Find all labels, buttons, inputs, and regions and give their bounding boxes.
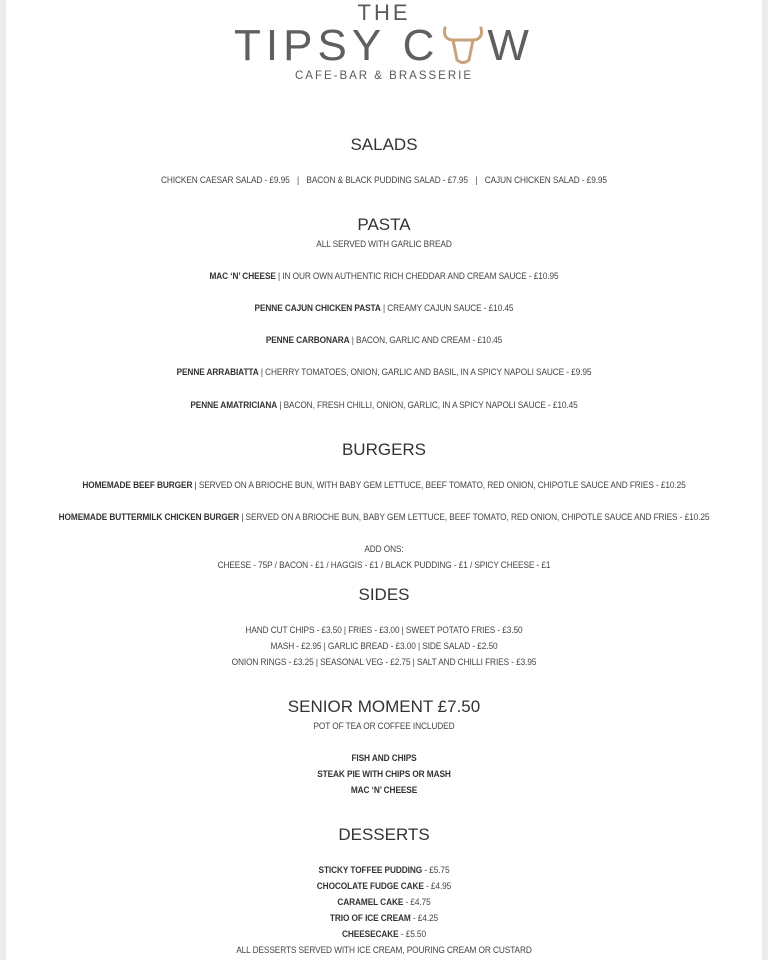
pasta-item-name: PENNE CARBONARA xyxy=(265,335,350,345)
dessert-item xyxy=(36,929,732,939)
senior-item-name: FISH AND CHIPS xyxy=(351,753,417,763)
pasta-item xyxy=(36,335,732,345)
burger-item-desc: | SERVED ON A BRIOCHE BUN, BABY GEM LETTUCE, BEEF TOMATO, RED ONION, CHIPOTLE SAUCE AND FRIES - £10.25 xyxy=(239,512,710,522)
dessert-item xyxy=(36,865,732,875)
pasta-note: ALL SERVED WITH GARLIC BREAD xyxy=(316,239,452,249)
burgers-heading: BURGERS xyxy=(341,440,427,459)
pasta-item-name: PENNE CAJUN CHICKEN PASTA xyxy=(254,303,381,313)
desserts-heading: DESSERTS xyxy=(338,825,430,844)
dessert-item-price: - £5.50 xyxy=(398,929,426,939)
pasta-item-desc: | CREAMY CAJUN SAUCE - £10.45 xyxy=(380,303,514,313)
dessert-item-name: STICKY TOFFEE PUDDING xyxy=(318,865,423,875)
dessert-item-price: - £4.95 xyxy=(423,881,452,891)
pasta-heading: PASTA xyxy=(357,215,411,234)
burger-addons-label: ADD ONS: xyxy=(364,544,404,554)
sides-line: MASH - £2.95 | GARLIC BREAD - £3.00 | SIDE SALAD - £2.50 xyxy=(270,641,498,651)
senior-item xyxy=(36,753,732,763)
burger-item xyxy=(36,512,732,522)
dessert-item-name: CHEESECAKE xyxy=(342,929,399,939)
senior-item-name: MAC ‘N’ CHEESE xyxy=(350,785,418,795)
burger-item-desc: | SERVED ON A BRIOCHE BUN, WITH BABY GEM LETTUCE, BEEF TOMATO, RED ONION, CHIPOTLE SAUCE AND FRIES - £10.25 xyxy=(192,480,686,490)
logo-tagline: CAFE-BAR & BRASSERIE xyxy=(294,70,474,82)
sides-heading: SIDES xyxy=(358,585,410,604)
pasta-item xyxy=(36,271,732,281)
pasta-item xyxy=(36,400,732,410)
logo-name xyxy=(6,22,762,70)
pasta-item-desc: | CHERRY TOMATOES, ONION, GARLIC AND BASIL, IN A SPICY NAPOLI SAUCE - £9.95 xyxy=(258,367,592,377)
dessert-item xyxy=(36,881,732,891)
salad-item: CAJUN CHICKEN SALAD - £9.95 xyxy=(484,175,607,185)
dessert-item-name: TRIO OF ICE CREAM xyxy=(329,913,411,923)
pasta-item-name: MAC ‘N’ CHEESE xyxy=(209,271,276,281)
sides-line: ONION RINGS - £3.25 | SEASONAL VEG - £2.75 | SALT AND CHILLI FRIES - £3.95 xyxy=(231,657,537,667)
pasta-item-desc: | BACON, FRESH CHILLI, ONION, GARLIC, IN A SPICY NAPOLI SAUCE - £10.45 xyxy=(277,400,578,410)
logo-name-right: W xyxy=(487,21,534,70)
salads-heading: SALADS xyxy=(350,135,418,154)
pasta-item-desc: | BACON, GARLIC AND CREAM - £10.45 xyxy=(349,335,503,345)
senior-item xyxy=(36,785,732,795)
dessert-item-price: - £4.75 xyxy=(403,897,431,907)
senior-heading: SENIOR MOMENT £7.50 xyxy=(287,697,481,716)
dessert-item xyxy=(36,897,732,907)
dessert-item-name: CHOCOLATE FUDGE CAKE xyxy=(316,881,424,891)
salad-separator: | xyxy=(296,175,300,185)
pasta-item xyxy=(36,367,732,377)
senior-item-name: STEAK PIE WITH CHIPS OR MASH xyxy=(317,769,451,779)
pasta-item xyxy=(36,303,732,313)
desserts-note: ALL DESSERTS SERVED WITH ICE CREAM, POURING CREAM OR CUSTARD xyxy=(236,945,532,955)
burger-item xyxy=(36,480,732,490)
burger-item-name: HOMEMADE BEEF BURGER xyxy=(82,480,193,490)
dessert-item xyxy=(36,913,732,923)
salad-separator: | xyxy=(475,175,478,185)
dessert-item-price: - £5.75 xyxy=(422,865,450,875)
dessert-item-price: - £4.25 xyxy=(410,913,439,923)
logo-name-left: TIPSY C xyxy=(234,21,440,70)
burger-item-name: HOMEMADE BUTTERMILK CHICKEN BURGER xyxy=(58,512,240,522)
salad-item: CHICKEN CAESAR SALAD - £9.95 xyxy=(161,175,290,185)
dessert-item-name: CARAMEL CAKE xyxy=(337,897,404,907)
logo-the: THE xyxy=(357,0,411,25)
sides-line: HAND CUT CHIPS - £3.50 | FRIES - £3.00 | SWEET POTATO FRIES - £3.50 xyxy=(245,625,523,635)
burger-addons: CHEESE - 75P / BACON - £1 / HAGGIS - £1 / BLACK PUDDING - £1 / SPICY CHEESE - £1 xyxy=(217,560,551,570)
pasta-item-desc: | IN OUR OWN AUTHENTIC RICH CHEDDAR AND CREAM SAUCE - £10.95 xyxy=(275,271,559,281)
pasta-item-name: PENNE ARRABIATTA xyxy=(176,367,259,377)
cow-head-icon xyxy=(441,24,485,66)
pasta-item-name: PENNE AMATRICIANA xyxy=(190,400,278,410)
salads-items xyxy=(36,175,732,185)
menu-page xyxy=(6,0,762,960)
senior-item xyxy=(36,769,732,779)
salad-item: BACON & BLACK PUDDING SALAD - £7.95 xyxy=(306,175,468,185)
senior-note: POT OF TEA OR COFFEE INCLUDED xyxy=(313,721,455,731)
